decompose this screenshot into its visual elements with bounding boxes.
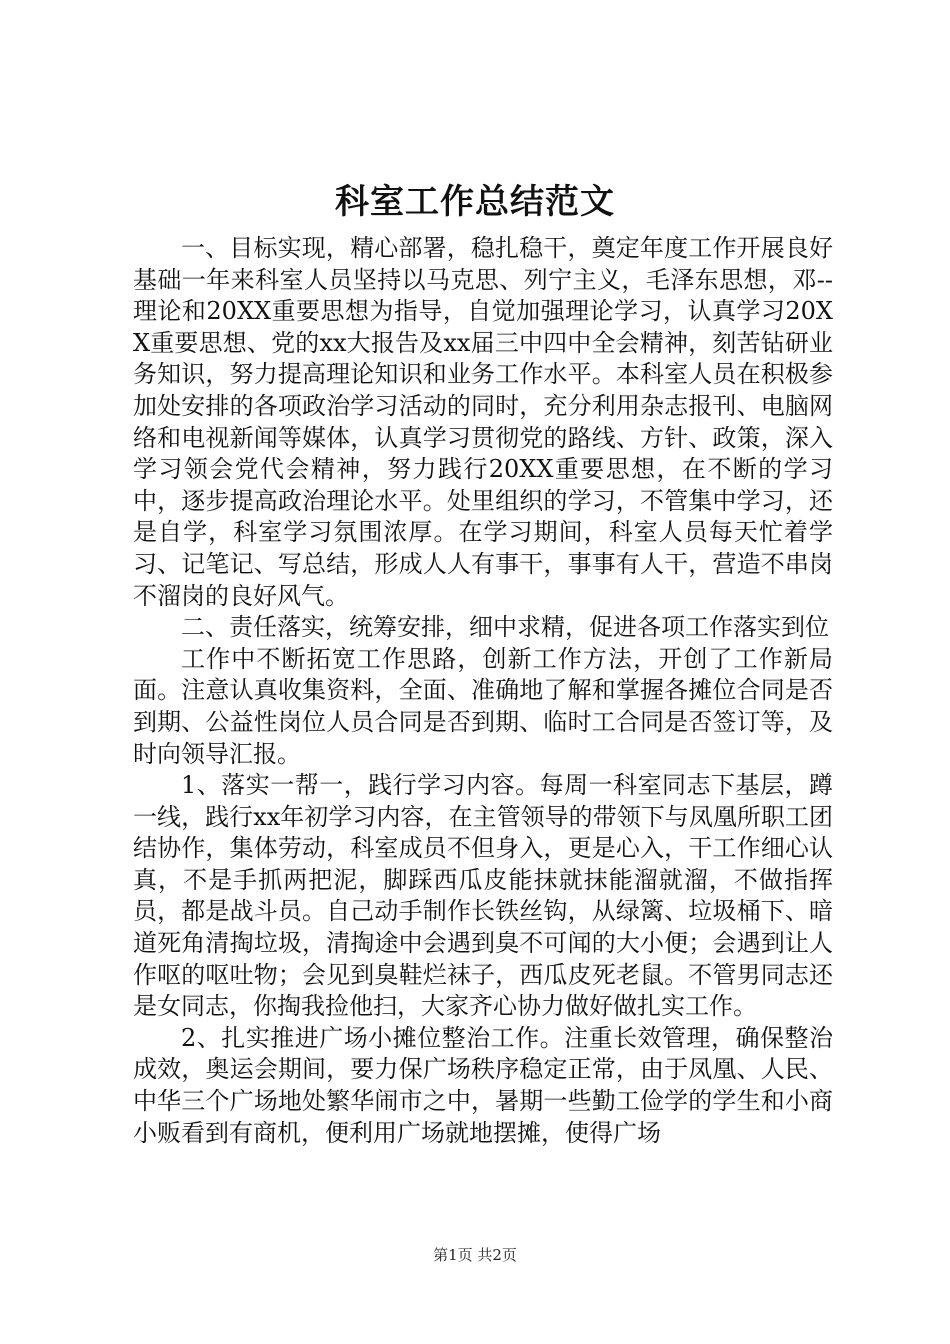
paragraph-item-1: 1、落实一帮一，践行学习内容。每周一科室同志下基层，蹲一线，践行xx年初学习内容，在主管领导的带领下与凤凰所职工团结协作，集体劳动，科室成员不但身入，更是心入，干工作细心认真，不是手抓两把泥，脚踩西瓜皮能抹就抹能溜就溜，不做指挥员，都是战斗员。自己动手制作长铁丝钩，从绿篱、垃圾桶下、暗道死角清掏垃圾，清掏途中会遇到臭不可闻的大小便；会遇到让人作呕的呕吐物；会见到臭鞋烂袜子，西瓜皮死老鼠。不管男同志还是女同志，你掏我捡他扫，大家齐心协力做好做扎实工作。 [133,771,833,1021]
paragraph-goals: 一、目标实现，精心部署，稳扎稳干，奠定年度工作开展良好基础一年来科室人员坚持以马克思、列宁主义，毛泽东思想，邓--理论和20XX重要思想为指导，自觉加强理论学习，认真学习20XX重要思想、党的xx大报告及xx届三中四中全会精神，刻苦钻研业务知识，努力提高理论知识和业务工作水平。本科室人员在积极参加处安排的各项政治学习活动的同时，充分利用杂志报刊、电脑网络和电视新闻等媒体，认真学习贯彻党的路线、方针、政策，深入学习领会党代会精神，努力践行20XX重要思想，在不断的学习中，逐步提高政治理论水平。处里组织的学习，不管集中学习，还是自学，科室学习氛围浓厚。在学习期间，科室人员每天忙着学习、记笔记、写总结，形成人人有事干，事事有人干，营造不串岗不溜岗的良好风气。 [133,234,833,610]
paragraph-responsibility-heading: 二、责任落实，统筹安排，细中求精，促进各项工作落实到位 [181,613,829,642]
document-body [133,233,833,1149]
paragraph-work-methods: 工作中不断拓宽工作思路，创新工作方法，开创了工作新局面。注意认真收集资料，全面、准确地了解和掌握各摊位合同是否到期、公益性岗位人员合同是否到期、临时工合同是否签订等，及时向领导汇报。 [133,644,833,768]
paragraph-item-2: 2、扎实推进广场小摊位整治工作。注重长效管理，确保整治成效，奥运会期间，要力保广场秩序稳定正常，由于凤凰、人民、中华三个广场地处繁华闹市之中，暑期一些勤工俭学的学生和小商小贩看到有商机，便利用广场就地摆摊，使得广场 [133,1023,833,1147]
document-title: 科室工作总结范文 [335,182,615,222]
page-footer: 第1页 共2页 [433,1246,517,1264]
